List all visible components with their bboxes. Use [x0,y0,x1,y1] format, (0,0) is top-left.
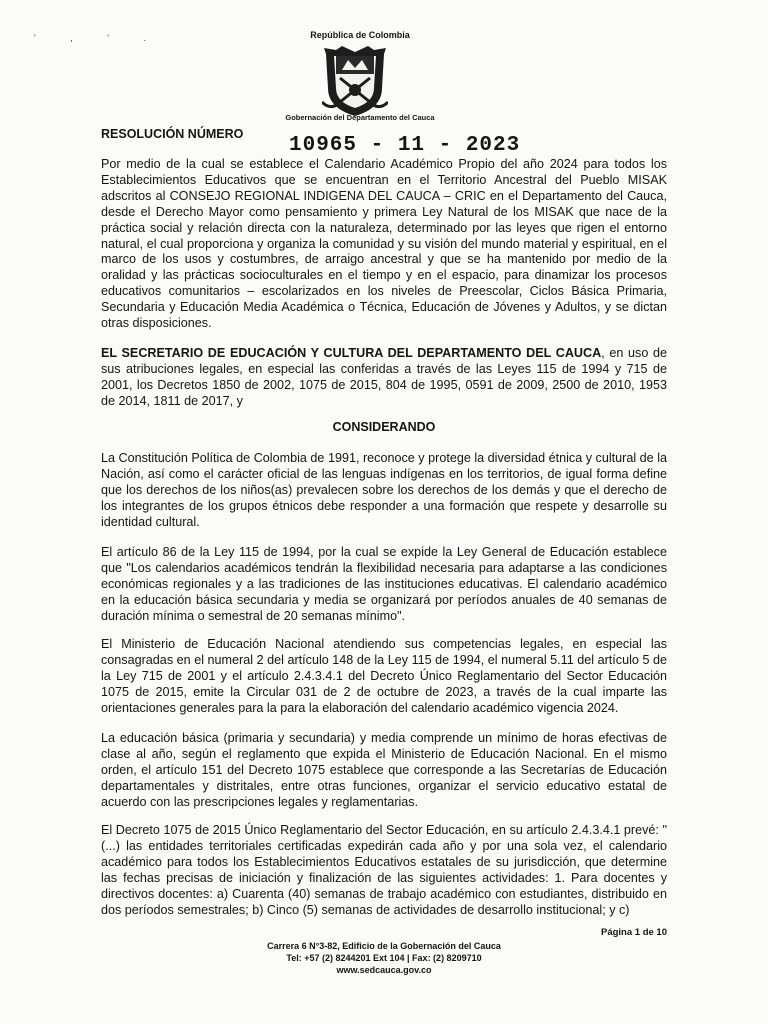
considerando-paragraph-2: El artículo 86 de la Ley 115 de 1994, por la cual se expide la Ley General de Educación establece que "Los calendarios académicos tendrán la flexibilidad necesaria para adaptarse a las condiciones económicas regionales y a las tradiciones de las instituciones educativas. El calendario académico en la educación básica secundaria y media se organizará por períodos anuales de 40 semanas de duración mínima o semestral de 20 semanas mínimo". [101,545,667,623]
considerando-paragraph-5: El Decreto 1075 de 2015 Único Reglamentario del Sector Educación, en su artículo 2.4.3.4.1 prevé: "(...) las entidades territoriales certificadas expedirán cada año y por una sola vez, el calendario académico para todos los Establecimientos Educativos estatales de su jurisdicción, que determine las fechas precisas de iniciación y finalización de las siguientes actividades: 1. Para docentes y directivos docentes: a) Cuarenta (40) semanas de trabajo académico con estudiantes, distribuido en dos períodos semestrales; b) Cinco (5) semanas de actividades de desarrollo institucional; y c) [101,823,667,917]
authority-title: EL SECRETARIO DE EDUCACIÓN Y CULTURA DEL DEPARTAMENTO DEL CAUCA [101,346,602,360]
authority-text: , en uso de sus atribuciones legales, en especial las conferidas a través de las Leyes 115 de 1994 y 715 de 2001, los Decretos 1850 de 2002, 1075 de 2015, 804 de 1995, 0591 de 2009, 2500 de 2010, 1953 de 2014, 1811 de 2017, y [101,346,667,408]
preamble-paragraph: Por medio de la cual se establece el Calendario Académico Propio del año 2024 para todos los Establecimientos Educativos que se encuentran en el Territorio Ancestral del Pueblo MISAK adscritos al CONSEJO REGIONAL INDIGENA DEL CAUCA – CRIC en el Departamento del Cauca, desde el Derecho Mayor como pensamiento y primera Ley Natural de los MISAK que nace de la práctica social y relación directa con la naturaleza, determinado por las leyes que rigen el entorno natural, el cual proporciona y organiza la comunidad y su visión del mundo material y espiritual, en el marco de los usos y costumbres, de arraigo ancestral y que se ha mantenido por medio de la oralidad y las prácticas socioculturales en el tiempo y en el espacio, para dinamizar los procesos educativos comunitarios – escolarizados en los niveles de Preescolar, Ciclos Básica Primaria, Secundaria y Educación Media Académica o Técnica, Educación de Jóvenes y Adultos, y se dictan otras disposiciones. [101,157,667,331]
resolution-number: 10965 - 11 - 2023 [289,134,521,157]
footer-website: www.sedcauca.gov.co [336,965,432,975]
footer-phone: Tel: +57 (2) 8244201 Ext 104 | Fax: (2) 8209710 [286,953,482,963]
page-number: Página 1 de 10 [600,927,667,938]
considerando-paragraph-1: La Constitución Política de Colombia de 1991, reconoce y protege la diversidad étnica y cultural de la Nación, así como el carácter oficial de las lenguas indígenas en los territorios, de igual forma define que los derechos de los niños(as) prevalecen sobre los derechos de los demás y que el derecho de los integrantes de los grupos étnicos debe responder a una formación que respete y desarrolle su identidad cultural. [101,451,667,529]
header-government: Gobernación del Departamento del Cauca [285,113,435,122]
resolution-label: RESOLUCIÓN NÚMERO [101,127,244,141]
footer-address: Carrera 6 N°3-82, Edificio de la Gobernación del Cauca [267,941,501,951]
considerando-paragraph-4: La educación básica (primaria y secundaria) y media comprende un mínimo de horas efectivas de clase al año, según el reglamento que expida el Ministerio de Educación Nacional. En el mismo orden, el artículo 151 del Decreto 1075 establece que corresponde a las Secretarías de Educación departamentales y distritales, entre otras funciones, organizar el servicio educativo estatal de acuerdo con las prescripciones legales y reglamentarias. [101,731,667,809]
considerando-heading: CONSIDERANDO [332,420,436,434]
coat-of-arms-logo [322,44,388,118]
scan-specks: ' , ' . [34,33,162,43]
authority-paragraph [101,346,667,410]
header-country: República de Colombia [310,30,410,40]
considerando-paragraph-3: El Ministerio de Educación Nacional atendiendo sus competencias legales, en especial las consagradas en el numeral 2 del artículo 148 de la Ley 115 de 1994, el numeral 5.11 del artículo 5 de la Ley 715 de 2001 y el artículo 2.4.3.4.1 del Decreto Único Reglamentario del Sector Educación 1075 de 2015, emite la Circular 031 de 2 de octubre de 2023, a través de la cual imparte las orientaciones generales para la para la elaboración del calendario académico vigencia 2024. [101,637,667,715]
